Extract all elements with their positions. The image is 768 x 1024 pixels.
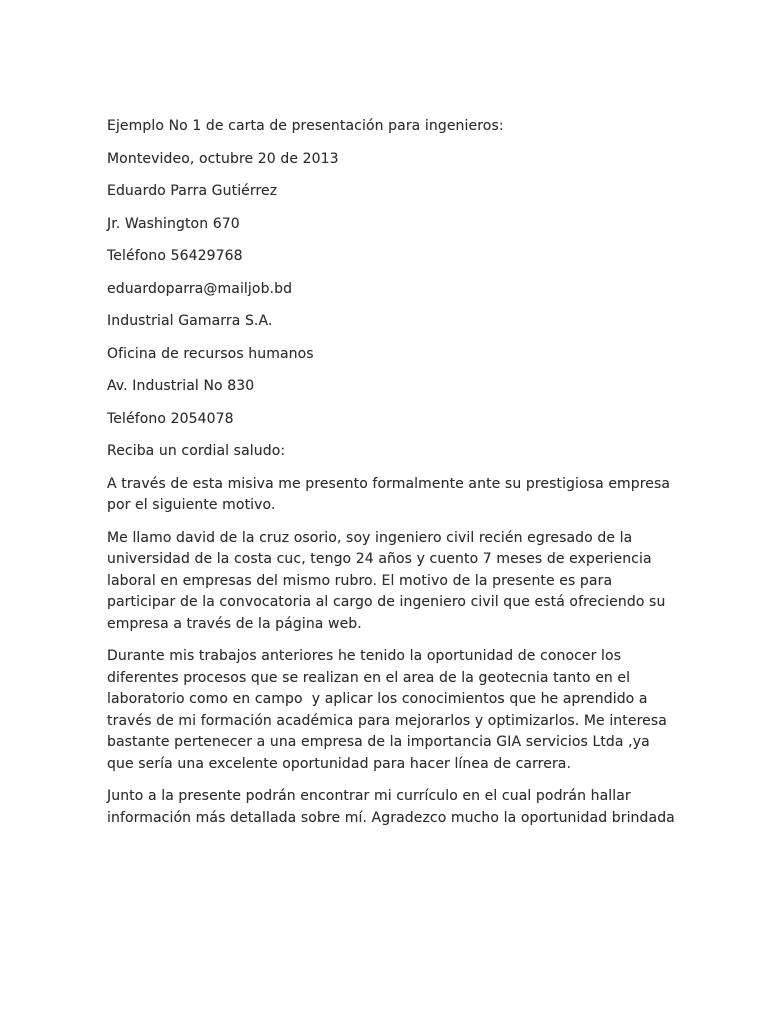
block-recipient-address — [107, 376, 707, 398]
block-paragraph-presentation — [107, 528, 707, 636]
block-recipient-office — [107, 344, 707, 366]
block-paragraph-closing — [107, 786, 707, 829]
letter-line: eduardoparra@mailjob.bd — [107, 280, 293, 297]
block-date-place — [107, 149, 707, 171]
letter-line: universidad de la costa cuc, tengo 24 años y cuento 7 meses de experiencia — [107, 551, 652, 567]
letter-line: por el siguiente motivo. — [107, 497, 276, 513]
letter-line: participar de la convocatoria al cargo de ingeniero civil que está ofreciendo su — [107, 594, 666, 610]
letter-line: Me llamo david de la cruz osorio, soy ingeniero civil recién egresado de la — [107, 529, 633, 546]
block-recipient-phone — [107, 409, 707, 431]
block-sender-address — [107, 214, 707, 236]
letter-line: Durante mis trabajos anteriores he tenido la oportunidad de conocer los — [107, 648, 622, 664]
letter-line: Industrial Gamarra S.A. — [107, 313, 273, 329]
letter-line: Teléfono 2054078 — [107, 410, 234, 427]
letter-line: Reciba un cordial saludo: — [107, 443, 286, 459]
letter-line: Ejemplo No 1 de carta de presentación para ingenieros: — [107, 118, 504, 134]
letter-line: Eduardo Parra Gutiérrez — [107, 183, 278, 199]
letter-line: información más detallada sobre mí. Agradezco mucho la oportunidad brindada — [107, 809, 675, 826]
block-recipient-company — [107, 311, 707, 333]
letter-line: Montevideo, octubre 20 de 2013 — [107, 150, 339, 167]
letter-line: que sería una excelente oportunidad para hacer línea de carrera. — [107, 755, 572, 772]
block-heading — [107, 116, 707, 138]
block-sender-name — [107, 181, 707, 203]
block-paragraph-intro — [107, 474, 707, 517]
letter-line: empresa a través de la página web. — [107, 615, 362, 632]
letter-line: través de mi formación académica para mejorarlos y optimizarlos. Me interesa — [107, 712, 667, 729]
block-salutation — [107, 441, 707, 463]
block-sender-phone — [107, 246, 707, 268]
letter-line: Jr. Washington 670 — [107, 215, 240, 232]
letter-line: A través de esta misiva me presento formalmente ante su prestigiosa empresa — [107, 475, 671, 492]
letter-line: Oficina de recursos humanos — [107, 345, 314, 362]
letter-line: diferentes procesos que se realizan en el area de la geotecnia tanto en el — [107, 669, 631, 686]
block-sender-email — [107, 279, 707, 301]
letter-body — [107, 116, 707, 840]
letter-line: Junto a la presente podrán encontrar mi currículo en el cual podrán hallar — [107, 788, 631, 804]
letter-line: Av. Industrial No 830 — [107, 378, 255, 394]
letter-line: laboratorio como en campo y aplicar los conocimientos que he aprendido a — [107, 691, 648, 707]
block-paragraph-experience — [107, 646, 707, 775]
letter-line: laboral en empresas del mismo rubro. El motivo de la presente es para — [107, 572, 613, 589]
letter-line: Teléfono 56429768 — [107, 248, 243, 264]
letter-line: bastante pertenecer a una empresa de la importancia GIA servicios Ltda ,ya — [107, 734, 650, 750]
